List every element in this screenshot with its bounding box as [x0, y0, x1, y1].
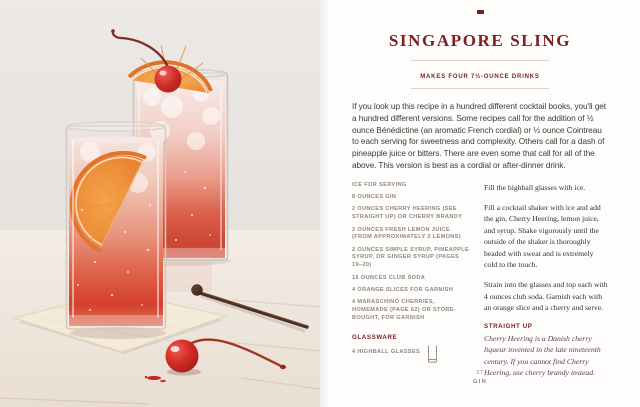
- ingredient-item: 16 OUNCES CLUB SODA: [352, 274, 426, 281]
- note-heading: STRAIGHT UP: [484, 322, 533, 330]
- glassware-text: 4 HIGHBALL GLASSES: [352, 348, 421, 355]
- note-text: Cherry Heering is a Danish cherry liqueur invented in the late nineteenth century. If you cannot find Cherry Heering, use cherry brandy instead.: [484, 333, 601, 378]
- chapter-name: GIN: [473, 379, 487, 385]
- highball-glass-icon: [427, 345, 438, 363]
- ingredient-item: 8 OUNCES GIN: [352, 194, 397, 201]
- yield-banner: [411, 60, 548, 89]
- recipe-page: [320, 0, 640, 407]
- page-number: 27: [476, 370, 484, 376]
- glassware-heading: GLASSWARE: [352, 333, 398, 341]
- method-column: [484, 182, 608, 379]
- yield-text: MAKES FOUR 7½-OUNCE DRINKS: [420, 74, 540, 80]
- recipe-columns: [352, 182, 608, 379]
- instruction-step: Fill a cocktail shaker with ice and add the gin, Cherry Heering, lemon juice, and syrup. Shake vigorously until the outside of the shaker is thoroughly beaded with sweat and is extremely cold to the touch.: [484, 203, 601, 270]
- ingredient-item: 2 OUNCES CHERRY HEERING (SEE STRAIGHT UP) OR CHERRY BRANDY: [352, 206, 463, 221]
- recipe-intro: If you look up this recipe in a hundred different cocktail books, you'll get a hundred different versions. Some recipes call for the addition of ½ ounce Bénédictine (an aromatic French cordial) or ½ ounce Cointreau to each serving for sweetness and complexity. Others call for a dash of pineapple juice or bitters. There are even some that call for all of the above. This version is best as a cordial or after-dinner drink.: [352, 101, 606, 170]
- ingredient-item: ICE FOR SERVING: [352, 181, 407, 188]
- ornament-mark: [477, 10, 484, 14]
- ingredient-item: 2 OUNCES FRESH LEMON JUICE (FROM APPROXIMATELY 2 LEMONS): [352, 226, 461, 241]
- ingredient-item: 2 OUNCES SIMPLE SYRUP, PINEAPPLE SYRUP, OR GINGER SYRUP (PAGES 19–20): [352, 246, 470, 269]
- recipe-title: SINGAPORE SLING: [388, 31, 572, 50]
- instruction-list: [484, 182, 608, 314]
- instruction-step: Fill the highball glasses with ice.: [484, 182, 586, 192]
- ingredient-item: 4 ORANGE SLICES FOR GARNISH: [352, 286, 454, 293]
- ingredients-column: [352, 182, 470, 379]
- page-footer: [473, 370, 487, 385]
- glassware-row: [352, 345, 470, 363]
- ingredient-item: 4 MARASCHINO CHERRIES, HOMEMADE (PAGE 62) OR STORE-BOUGHT, FOR GARNISH: [352, 299, 457, 321]
- ingredient-list: [352, 182, 470, 323]
- instruction-step: Strain into the glasses and top each with 4 ounces club soda. Garnish each with an orange slice and a cherry and serve.: [484, 280, 608, 313]
- front-glass: [67, 122, 166, 329]
